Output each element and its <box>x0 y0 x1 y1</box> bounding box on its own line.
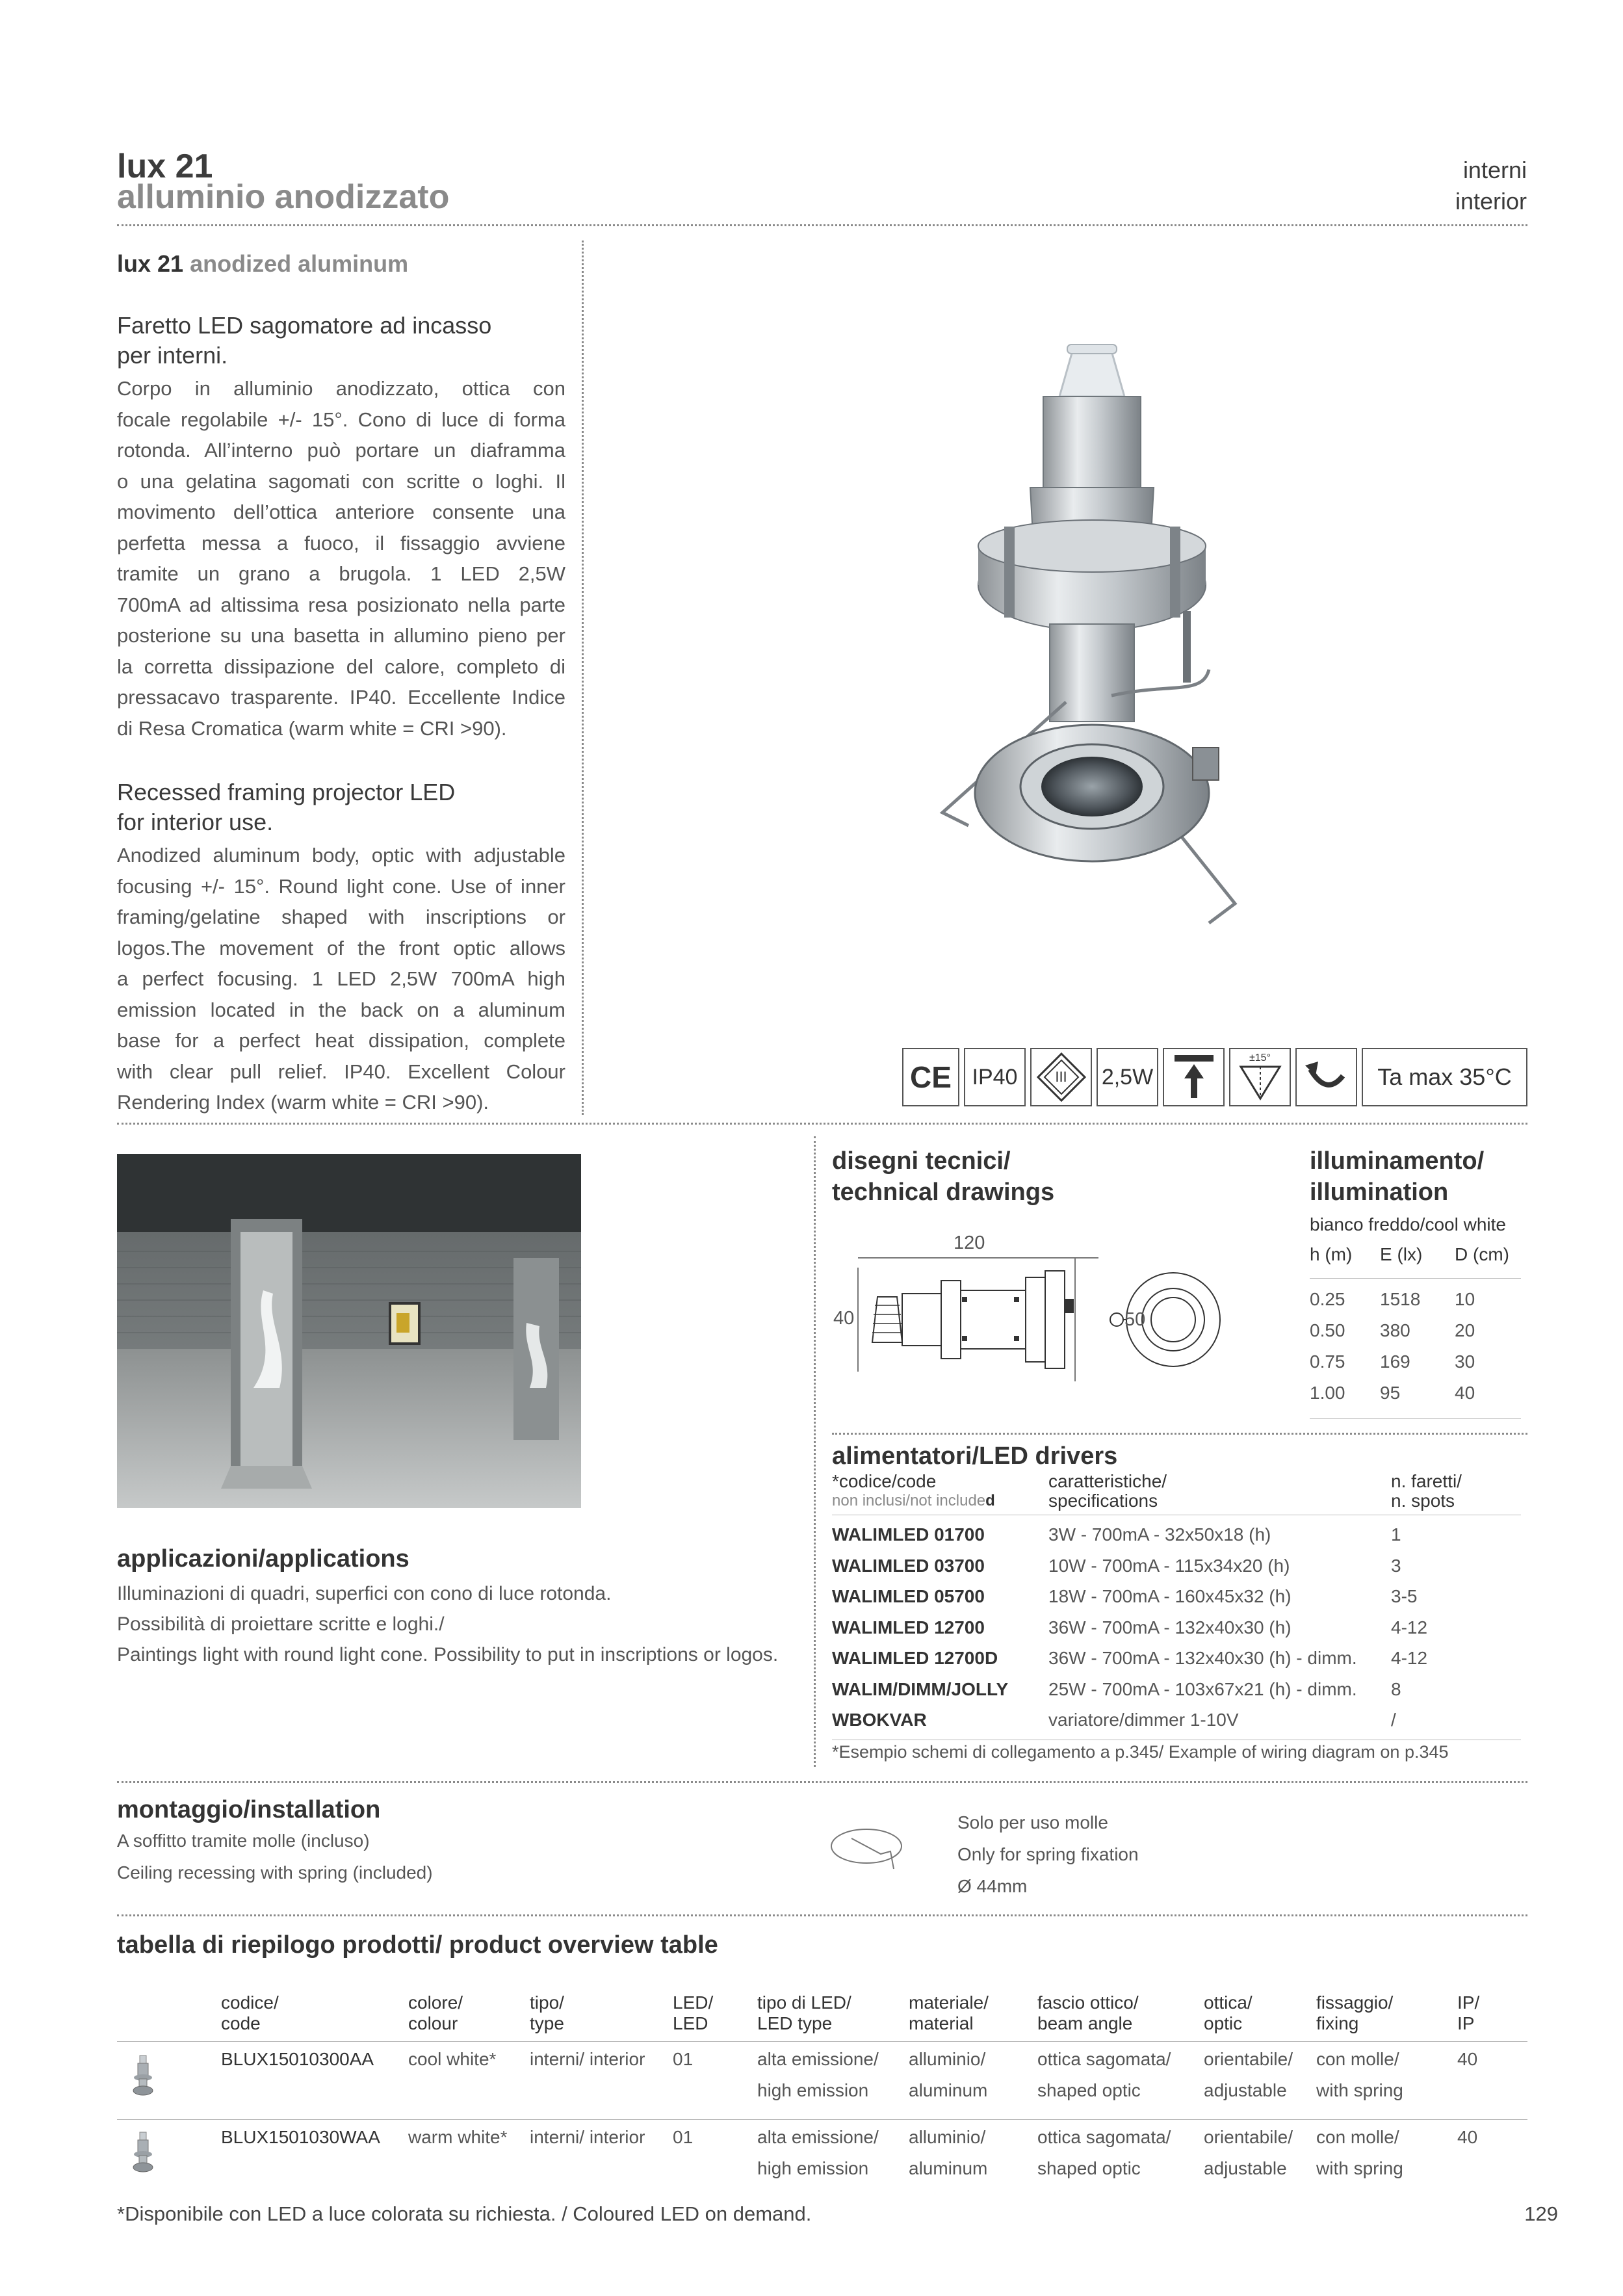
overview-col-header-en: beam angle <box>1037 2013 1133 2033</box>
driver-code: WALIMLED 12700D <box>832 1648 998 1668</box>
product-cell-led <box>673 2122 693 2153</box>
product-cell-ledtype <box>757 2122 879 2184</box>
overview-col-header-it: IP/ <box>1457 1992 1480 2013</box>
product-value-ledtype-2: high emission <box>757 2080 869 2100</box>
it-description-line: 700mA ad altissima resa posizionato nella parte <box>117 593 565 616</box>
driver-spec: 36W - 700mA - 132x40x30 (h) - dimm. <box>1048 1648 1357 1668</box>
overview-col-header <box>221 1992 279 2034</box>
beam-angle-icon <box>1229 1048 1291 1106</box>
product-cell-beam <box>1037 2122 1171 2184</box>
wattage-icon <box>1097 1048 1158 1106</box>
installation-line-2: Ceiling recessing with spring (included) <box>117 1862 433 1883</box>
illumination-cell: 95 <box>1380 1383 1401 1403</box>
drawings-column-divider <box>814 1136 816 1767</box>
overview-col-header-it: materiale/ <box>909 1992 989 2013</box>
overview-col-header-en: LED <box>673 2013 708 2033</box>
en-description-line: Anodized aluminum body, optic with adjustable <box>117 844 565 867</box>
overview-col-header <box>530 1992 564 2034</box>
product-value-ip: 40 <box>1457 2049 1478 2069</box>
it-description-line: di Resa Cromatica (warm white = CRI >90). <box>117 716 507 740</box>
product-cell-led <box>673 2044 693 2075</box>
driver-code: WALIMLED 05700 <box>832 1586 985 1606</box>
spring-note-en: Only for spring fixation <box>957 1844 1139 1864</box>
class-iii-icon <box>1030 1048 1092 1106</box>
product-value-code: BLUX1501030WAA <box>221 2127 380 2147</box>
ip-rating-label: IP40 <box>972 1064 1018 1089</box>
drivers-col-spec-label-2: specifications <box>1048 1491 1158 1511</box>
overview-col-header-it: tipo di LED/ <box>757 1992 851 2013</box>
driver-spec: variatore/dimmer 1-10V <box>1048 1710 1239 1730</box>
product-value-colour: warm white* <box>408 2127 508 2147</box>
product-thumbnail-icon <box>130 2131 156 2176</box>
drawings-heading-2: technical drawings <box>832 1179 1055 1206</box>
en-description-line: Rendering Index (warm white = CRI >90). <box>117 1091 489 1114</box>
intro-bottom-divider <box>117 1123 1527 1125</box>
drivers-col-spots-label-1: n. faretti/ <box>1391 1471 1462 1491</box>
en-description-line: base for a perfect heat dissipation, complete <box>117 1029 565 1052</box>
max-temperature-label: Ta max 35°C <box>1377 1063 1512 1090</box>
class-iii-label: III <box>1055 1069 1067 1085</box>
driver-code: WALIM/DIMM/JOLLY <box>832 1678 1009 1699</box>
product-row <box>0 2041 1623 2119</box>
product-cell-colour <box>408 2122 507 2153</box>
product-value-ledtype-2: high emission <box>757 2158 869 2178</box>
driver-spec: 10W - 700mA - 115x34x20 (h) <box>1048 1555 1290 1576</box>
application-photo <box>117 1154 581 1508</box>
installation-line-1: A soffitto tramite molle (incluso) <box>117 1831 370 1851</box>
product-row <box>0 2119 1623 2197</box>
driver-row <box>832 1586 1527 1617</box>
it-description-line: la corretta dissipazione del calore, completo di <box>117 655 565 678</box>
en-description-line: focusing +/- 15°. Round light cone. Use of inner <box>117 874 565 898</box>
category-en: interior <box>1455 188 1527 215</box>
product-value-type: interni/ interior <box>530 2127 645 2147</box>
driver-row <box>832 1524 1527 1556</box>
overview-header-row <box>0 1992 1623 2031</box>
drawings-heading-1: disegni tecnici/ <box>832 1147 1011 1175</box>
ip-rating-icon <box>964 1048 1026 1106</box>
drivers-top-divider <box>832 1433 1527 1435</box>
overview-col-header <box>1316 1992 1393 2034</box>
applications-line: Possibilità di proiettare scritte e loghi./ <box>117 1613 445 1635</box>
overview-col-header <box>757 1992 851 2034</box>
driver-spots: 3-5 <box>1391 1586 1418 1606</box>
driver-row <box>832 1556 1527 1587</box>
it-description <box>117 373 565 744</box>
product-value-fixing-2: with spring <box>1316 2158 1403 2178</box>
technical-drawing <box>825 1222 1267 1404</box>
overview-col-header-it: fascio ottico/ <box>1037 1992 1139 2013</box>
product-value-optic-1: orientabile/ <box>1204 2049 1293 2069</box>
dim-width-label: 120 <box>954 1233 985 1253</box>
dim-height-label: 40 <box>833 1308 855 1329</box>
illumination-cell: 169 <box>1380 1351 1410 1372</box>
product-cell-optic <box>1204 2122 1293 2184</box>
overview-row-rule <box>117 2119 1527 2120</box>
illumination-cell: 30 <box>1455 1351 1475 1372</box>
driver-code: WALIMLED 01700 <box>832 1524 985 1545</box>
ce-mark-icon <box>902 1048 959 1106</box>
overview-col-header-en: code <box>221 2013 261 2033</box>
product-value-material-2: aluminum <box>909 2080 988 2100</box>
drivers-note: *Esempio schemi di collegamento a p.345/ Example of wiring diagram on p.345 <box>832 1742 1449 1762</box>
product-value-optic-1: orientabile/ <box>1204 2127 1293 2147</box>
en-description-line: with clear pull relief. IP40. Excellent Colour <box>117 1060 565 1083</box>
product-title: lux 21 <box>117 148 213 185</box>
it-heading-1: Faretto LED sagomatore ad incasso <box>117 312 492 339</box>
product-photo <box>897 332 1300 988</box>
dim-diameter-label: 50 <box>1124 1309 1146 1330</box>
product-value-colour: cool white* <box>408 2049 497 2069</box>
driver-spots: 4-12 <box>1391 1648 1428 1668</box>
drivers-col-code-label: *codice/code <box>832 1471 937 1491</box>
illumination-col-h: h (m) <box>1310 1244 1353 1264</box>
driver-row <box>832 1648 1527 1679</box>
product-value-beam-1: ottica sagomata/ <box>1037 2049 1171 2069</box>
it-description-line: Corpo in alluminio anodizzato, ottica con <box>117 377 565 400</box>
illumination-row <box>1310 1284 1531 1315</box>
intro-label <box>117 249 408 279</box>
product-cell-material <box>909 2044 987 2106</box>
driver-spec: 18W - 700mA - 160x45x32 (h) <box>1048 1586 1292 1606</box>
illumination-cell: 40 <box>1455 1383 1475 1403</box>
illumination-cell: 0.50 <box>1310 1320 1345 1340</box>
it-description-line: posterione su una basetta in allumino pieno per <box>117 624 565 647</box>
it-description-line: tramite un grano a brugola. 1 LED 2,5W <box>117 562 565 585</box>
drivers-col-spots-label-2: n. spots <box>1391 1491 1455 1511</box>
illumination-cell: 1518 <box>1380 1289 1421 1309</box>
overview-col-header-en: IP <box>1457 2013 1475 2033</box>
driver-row <box>832 1679 1527 1710</box>
product-cell-code <box>221 2122 380 2153</box>
drivers-col-code-note: non inclusi/not include <box>832 1492 986 1509</box>
overview-col-header-it: codice/ <box>221 1992 279 2013</box>
overview-col-header-en: optic <box>1204 2013 1243 2033</box>
intro-label-gray: anodized aluminum <box>190 250 409 277</box>
illumination-cell: 0.75 <box>1310 1351 1345 1372</box>
product-value-beam-2: shaped optic <box>1037 2158 1141 2178</box>
driver-code: WALIMLED 12700 <box>832 1617 985 1637</box>
product-value-material-2: aluminum <box>909 2158 988 2178</box>
overview-col-header <box>1037 1992 1139 2034</box>
product-value-fixing-1: con molle/ <box>1316 2127 1399 2147</box>
driver-row <box>832 1617 1527 1649</box>
product-cell-fixing <box>1316 2122 1403 2184</box>
product-cell-ip <box>1457 2044 1477 2075</box>
spring-diameter: Ø 44mm <box>957 1876 1028 1896</box>
product-value-beam-2: shaped optic <box>1037 2080 1141 2100</box>
product-value-ledtype-1: alta emissione/ <box>757 2127 879 2147</box>
product-value-code: BLUX15010300AA <box>221 2049 374 2069</box>
driver-spots: 1 <box>1391 1524 1401 1545</box>
product-value-type: interni/ interior <box>530 2049 645 2069</box>
illumination-cell: 10 <box>1455 1289 1475 1309</box>
drivers-col-code-note-end: d <box>985 1492 995 1509</box>
product-value-fixing-1: con molle/ <box>1316 2049 1399 2069</box>
footer-note: *Disponibile con LED a luce colorata su richiesta. / Coloured LED on demand. <box>117 2202 812 2225</box>
it-description-line: o una gelatina sagomati con scritte o loghi. Il <box>117 469 565 493</box>
product-cell-type <box>530 2044 645 2075</box>
driver-row <box>832 1710 1527 1741</box>
illumination-row <box>1310 1346 1531 1377</box>
page-number: 129 <box>1524 2202 1558 2225</box>
overview-col-header <box>673 1992 713 2034</box>
driver-spots: 3 <box>1391 1555 1401 1576</box>
header-divider <box>117 224 1527 226</box>
product-value-material-1: alluminio/ <box>909 2127 986 2147</box>
overview-col-header <box>408 1992 463 2034</box>
drivers-table-body <box>832 1524 1527 1741</box>
en-heading-2: for interior use. <box>117 809 274 835</box>
overview-col-header-it: fissaggio/ <box>1316 1992 1394 2013</box>
product-value-ip: 40 <box>1457 2127 1478 2147</box>
it-description-line: pressacavo trasparente. IP40. Eccellente Indice <box>117 686 565 709</box>
ceiling-mount-icon <box>1163 1048 1225 1106</box>
illumination-header-rule <box>1310 1278 1521 1279</box>
overview-col-header-en: LED type <box>757 2013 833 2033</box>
adjustable-rotation-icon <box>1295 1048 1357 1106</box>
driver-code: WBOKVAR <box>832 1710 927 1730</box>
overview-col-header-it: ottica/ <box>1204 1992 1253 2013</box>
driver-spots: / <box>1391 1710 1396 1730</box>
overview-col-header <box>909 1992 989 2034</box>
overview-col-header-en: colour <box>408 2013 458 2033</box>
it-heading-2: per interni. <box>117 342 228 369</box>
en-description <box>117 840 565 1118</box>
product-cell-fixing <box>1316 2044 1403 2106</box>
en-description-line: logos.The movement of the front optic allows <box>117 936 565 959</box>
beam-angle-label: ±15° <box>1249 1052 1271 1063</box>
ce-mark-label: CE <box>910 1060 952 1094</box>
en-description-line: framing/gelatine shaped with inscriptions or <box>117 906 565 928</box>
product-value-optic-2: adjustable <box>1204 2080 1287 2100</box>
product-cell-material <box>909 2122 987 2184</box>
drivers-col-code <box>832 1472 995 1511</box>
illumination-subtitle: bianco freddo/cool white <box>1310 1214 1506 1234</box>
illumination-col-d: D (cm) <box>1455 1244 1509 1264</box>
driver-spec: 36W - 700mA - 132x40x30 (h) <box>1048 1617 1292 1637</box>
product-value-beam-1: ottica sagomata/ <box>1037 2127 1171 2147</box>
overview-col-header-en: fixing <box>1316 2013 1359 2033</box>
driver-code: WALIMLED 03700 <box>832 1555 985 1576</box>
illumination-cell: 0.25 <box>1310 1289 1345 1309</box>
installation-heading: montaggio/installation <box>117 1796 381 1823</box>
max-temperature-icon <box>1362 1048 1527 1106</box>
en-description-line: emission located in the back on a aluminum <box>117 998 565 1021</box>
illumination-col-e: E (lx) <box>1380 1244 1423 1264</box>
driver-spots: 8 <box>1391 1678 1401 1699</box>
overview-col-header-it: colore/ <box>408 1992 463 2013</box>
it-description-line: perfetta messa a fuoco, il fissaggio avviene <box>117 531 565 554</box>
category-it: interni <box>1462 157 1527 183</box>
overview-col-header-it: LED/ <box>673 1992 714 2013</box>
it-description-line: focale regolabile +/- 15°. Cono di luce di forma <box>117 408 565 431</box>
applications-line: Illuminazioni di quadri, superfici con cono di luce rotonda. <box>117 1583 612 1604</box>
drivers-col-spots <box>1391 1472 1462 1511</box>
en-heading-1: Recessed framing projector LED <box>117 779 456 805</box>
product-value-led: 01 <box>673 2049 694 2069</box>
product-cell-code <box>221 2044 374 2075</box>
wattage-label: 2,5W <box>1101 1064 1154 1089</box>
illumination-cell: 380 <box>1380 1320 1410 1340</box>
illumination-table-body <box>1310 1284 1531 1409</box>
product-cell-type <box>530 2122 645 2153</box>
product-cell-ip <box>1457 2122 1477 2153</box>
illumination-bottom-rule <box>1310 1418 1521 1419</box>
it-description-line: rotonda. All’interno può portare un diaframma <box>117 439 565 462</box>
illumination-cell: 1.00 <box>1310 1383 1345 1403</box>
illumination-row <box>1310 1377 1531 1409</box>
drivers-col-spec <box>1048 1472 1167 1511</box>
applications-text <box>117 1578 778 1670</box>
it-description-line: movimento dell’ottica anteriore consente una <box>117 501 565 523</box>
overview-col-header-it: tipo/ <box>530 1992 564 2013</box>
driver-spec: 3W - 700mA - 32x50x18 (h) <box>1048 1524 1271 1545</box>
en-description-line: a perfect focusing. 1 LED 2,5W 700mA high <box>117 967 565 990</box>
driver-spots: 4-12 <box>1391 1617 1428 1637</box>
illumination-cell: 20 <box>1455 1320 1475 1340</box>
overview-col-header <box>1457 1992 1479 2034</box>
product-value-led: 01 <box>673 2127 694 2147</box>
illumination-row <box>1310 1315 1531 1346</box>
spring-note-it: Solo per uso molle <box>957 1812 1108 1833</box>
intro-label-bold: lux 21 <box>117 250 184 277</box>
installation-top-divider <box>117 1781 1527 1783</box>
product-subtitle: alluminio anodizzato <box>117 178 450 216</box>
installation-bottom-divider <box>117 1914 1527 1916</box>
product-value-optic-2: adjustable <box>1204 2158 1287 2178</box>
product-value-material-1: alluminio/ <box>909 2049 986 2069</box>
intro-column-divider <box>582 241 584 1115</box>
product-cell-beam <box>1037 2044 1171 2106</box>
product-value-ledtype-1: alta emissione/ <box>757 2049 879 2069</box>
drivers-col-spec-label-1: caratteristiche/ <box>1048 1471 1167 1491</box>
illumination-heading-2: illumination <box>1310 1179 1449 1206</box>
illumination-heading-1: illuminamento/ <box>1310 1147 1485 1175</box>
overview-heading: tabella di riepilogo prodotti/ product overview table <box>117 1931 718 1959</box>
product-cell-optic <box>1204 2044 1293 2106</box>
spring-fixation-icon <box>829 1820 907 1872</box>
product-cell-ledtype <box>757 2044 879 2106</box>
drivers-heading: alimentatori/LED drivers <box>832 1442 1118 1470</box>
applications-heading: applicazioni/applications <box>117 1545 409 1572</box>
overview-col-header-en: material <box>909 2013 974 2033</box>
product-value-fixing-2: with spring <box>1316 2080 1403 2100</box>
overview-col-header-en: type <box>530 2013 564 2033</box>
overview-col-header <box>1204 1992 1253 2034</box>
applications-line: Paintings light with round light cone. Possibility to put in inscriptions or logos. <box>117 1644 779 1665</box>
product-cell-colour <box>408 2044 496 2075</box>
driver-spec: 25W - 700mA - 103x67x21 (h) - dimm. <box>1048 1678 1357 1699</box>
product-thumbnail-icon <box>130 2054 156 2100</box>
